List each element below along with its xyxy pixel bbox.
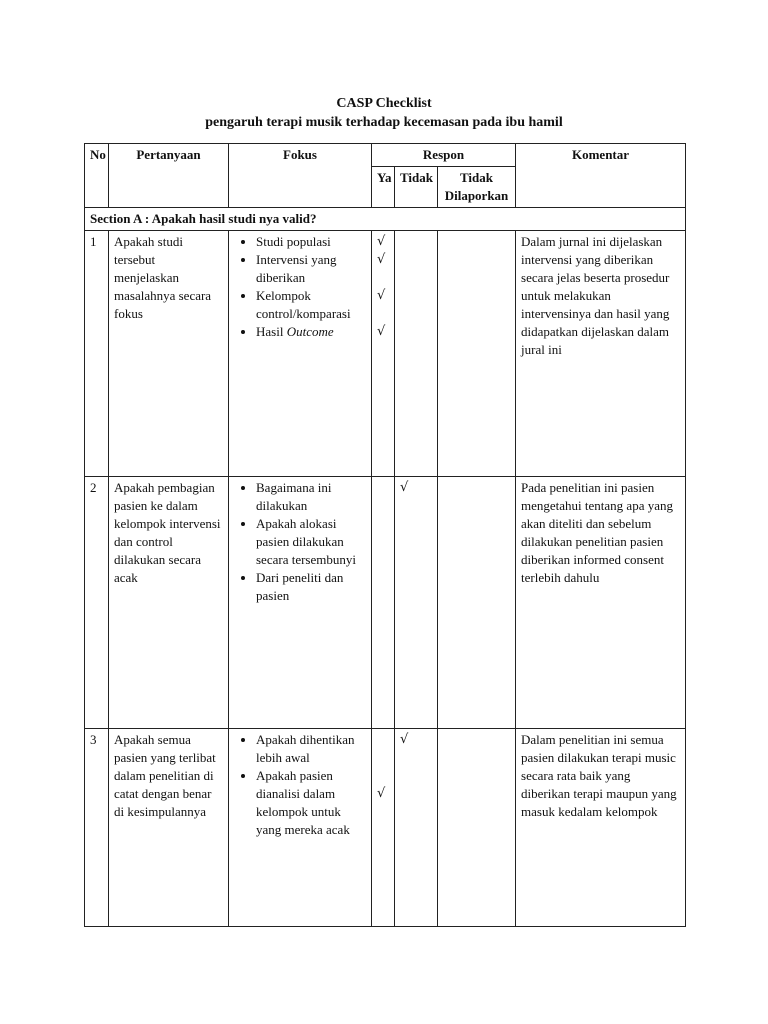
row-question: Apakah pembagian pasien ke dalam kelompok intervensi dan control dilakukan secara acak <box>109 477 229 729</box>
focus-item: • Kelompok control/komparasi <box>256 287 366 323</box>
col-header-ya: Ya <box>372 167 395 208</box>
focus-list <box>234 479 366 605</box>
table-row <box>85 231 686 477</box>
col-header-komentar: Komentar <box>516 144 686 208</box>
tidak-check-cell: √ <box>395 477 438 729</box>
tidak-check-cell: √ <box>395 729 438 927</box>
row-comment: Dalam penelitian ini semua pasien dilakukan terapi music secara rata baik yang diberikan terapi maupun yang masuk kedalam kelompok <box>516 729 686 927</box>
focus-item: • Intervensi yang diberikan <box>256 251 366 287</box>
row-comment: Dalam jurnal ini dijelaskan intervensi yang diberikan secara jelas beserta prosedur untuk melakukan intervensinya dan hasil yang didapatkan dijelaskan dalam jural ini <box>516 231 686 477</box>
focus-item: • Bagaimana ini dilakukan <box>256 479 366 515</box>
header-row <box>85 144 686 167</box>
ya-check-cell <box>372 477 395 729</box>
row-focus <box>229 729 372 927</box>
tidak-dilaporkan-check-cell <box>438 477 516 729</box>
focus-list <box>234 233 366 341</box>
ya-check-cell: √ <box>372 729 395 927</box>
casp-checklist-table <box>84 143 686 927</box>
ya-check-cell: √ √ √ √ <box>372 231 395 477</box>
document-title: CASP Checklist <box>336 96 432 111</box>
row-focus <box>229 231 372 477</box>
col-header-no: No <box>85 144 109 208</box>
table-row <box>85 477 686 729</box>
row-number: 1 <box>85 231 109 477</box>
row-comment: Pada penelitian ini pasien mengetahui tentang apa yang akan diteliti dan sebelum dilakukan penelitian pasien diberikan informed consent terlebih dahulu <box>516 477 686 729</box>
row-question: Apakah studi tersebut menjelaskan masalahnya secara fokus <box>109 231 229 477</box>
tidak-check-cell <box>395 231 438 477</box>
section-a-heading: Section A : Apakah hasil studi nya valid? <box>85 208 686 231</box>
col-header-pertanyaan: Pertanyaan <box>109 144 229 208</box>
tidak-dilaporkan-check-cell <box>438 729 516 927</box>
document-title-block <box>0 94 768 132</box>
focus-item-text: Hasil Outcome <box>256 324 334 339</box>
focus-item: • Dari peneliti dan pasien <box>256 569 366 605</box>
focus-item <box>256 323 366 341</box>
row-question: Apakah semua pasien yang terlibat dalam penelitian di catat dengan benar di kesimpulannya <box>109 729 229 927</box>
focus-item: • Studi populasi <box>256 233 366 251</box>
col-header-respon: Respon <box>372 144 516 167</box>
col-header-fokus: Fokus <box>229 144 372 208</box>
tidak-dilaporkan-check-cell <box>438 231 516 477</box>
row-number: 2 <box>85 477 109 729</box>
section-row <box>85 208 686 231</box>
focus-item: • Apakah dihentikan lebih awal <box>256 731 366 767</box>
row-number: 3 <box>85 729 109 927</box>
focus-item: • Apakah alokasi pasien dilakukan secara tersembunyi <box>256 515 366 569</box>
document-subtitle: pengaruh terapi musik terhadap kecemasan pada ibu hamil <box>205 115 563 130</box>
focus-list <box>234 731 366 839</box>
col-header-tidak: Tidak <box>395 167 438 208</box>
row-focus <box>229 477 372 729</box>
table-row <box>85 729 686 927</box>
col-header-tidak-dilaporkan: Tidak Dilaporkan <box>438 167 516 208</box>
focus-item: • Apakah pasien dianalisi dalam kelompok untuk yang mereka acak <box>256 767 366 839</box>
